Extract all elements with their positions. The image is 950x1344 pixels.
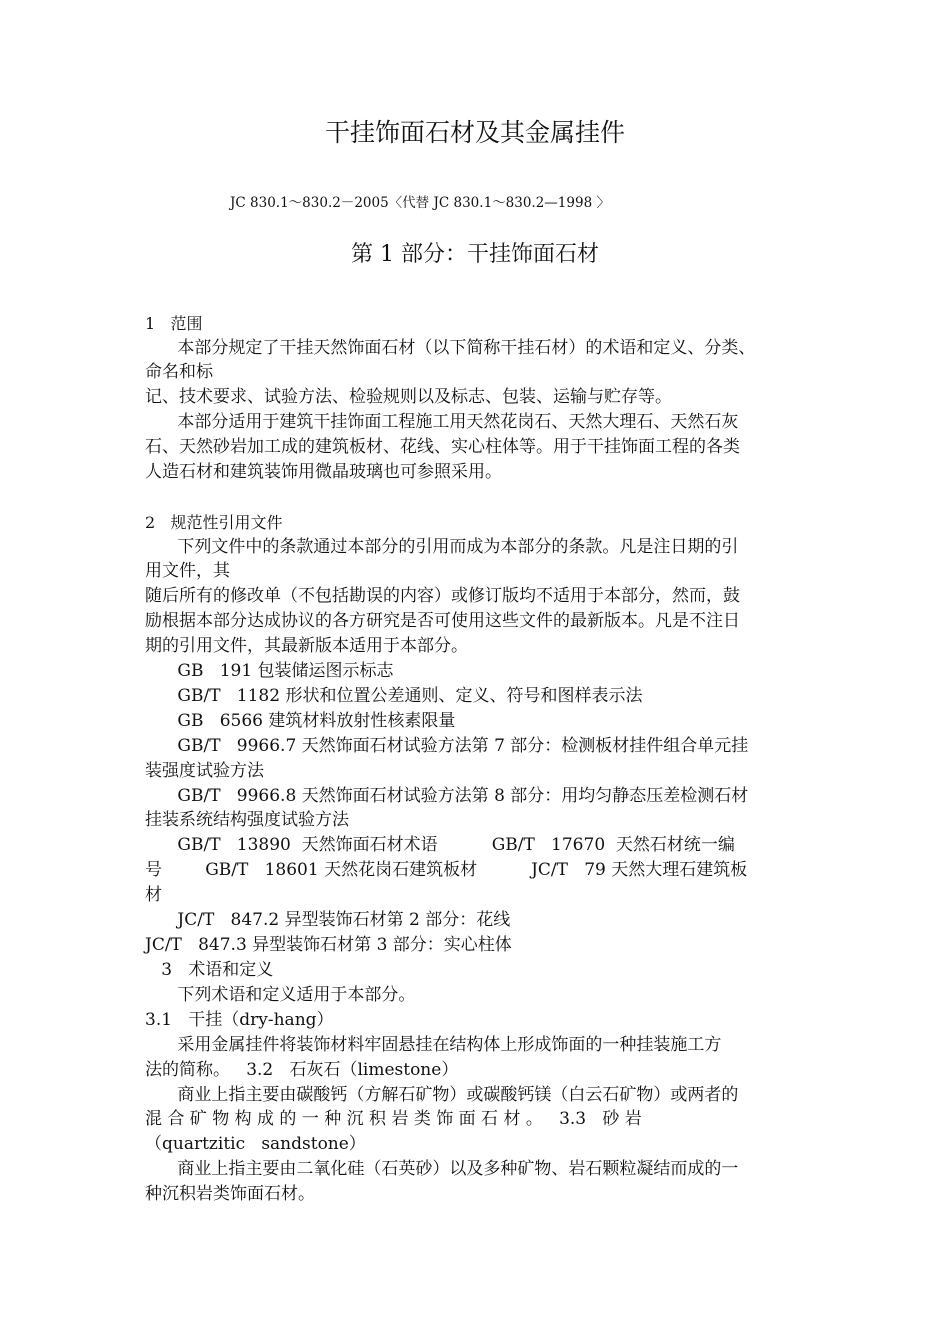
text-line: 命名和标 [145,362,213,382]
text-line: 挂装系统结构强度试验方法 [145,810,349,830]
text-line: 本部分规定了干挂天然饰面石材（以下简称干挂石材）的术语和定义、分类、 [145,338,756,358]
text-line: 种沉积岩类饰面石材。 [145,1184,315,1204]
text-line: GB/T 9966.7 天然饰面石材试验方法第 7 部分：检测板材挂件组合单元挂 [145,736,749,756]
text-line: 3.1 干挂（dry-hang） [145,1010,334,1030]
document-title: 干挂饰面石材及其金属挂件 [324,118,625,147]
text-line: 混 合 矿 物 构 成 的 一 种 沉 积 岩 类 饰 面 石 材 。 3.3 砂 岩 [145,1109,642,1129]
text-line: 3 术语和定义 [145,960,274,980]
text-line: GB/T 9966.8 天然饰面石材试验方法第 8 部分：用均匀静态压差检测石材 [145,786,749,806]
text-line: GB 191 包装储运图示标志 [145,661,394,681]
text-line: 材 [145,885,162,905]
text-line: 随后所有的修改单（不包括勘误的内容）或修订版均不适用于本部分，然而，鼓 [145,586,740,606]
text-line: 采用金属挂件将装饰材料牢固悬挂在结构体上形成饰面的一种挂装施工方 [145,1035,722,1055]
text-line: JC/T 847.3 异型装饰石材第 3 部分：实心柱体 [145,935,512,955]
text-line: （quartzitic sandstone） [145,1134,366,1154]
text-line: 记、技术要求、试验方法、检验规则以及标志、包装、运输与贮存等。 [145,387,672,407]
standard-number: JC 830.1～830.2－2005〈代替 JC 830.1～830.2—1998 〉 [230,195,610,211]
text-line: GB 6566 建筑材料放射性核素限量 [145,711,456,731]
text-line: 装强度试验方法 [145,761,264,781]
text-line: 人造石材和建筑装饰用微晶玻璃也可参照采用。 [145,462,502,482]
text-line: 石、天然砂岩加工成的建筑板材、花线、实心柱体等。用于干挂饰面工程的各类 [145,437,740,457]
text-line: 励根据本部分达成协议的各方研究是否可使用这些文件的最新版本。凡是不注日 [145,611,740,631]
text-line: JC/T 847.2 异型装饰石材第 2 部分：花线 [145,910,511,930]
text-line: 1 范围 [145,314,203,333]
text-line: 本部分适用于建筑干挂饰面工程施工用天然花岗石、天然大理石、天然石灰 [145,412,739,432]
text-line: 2 规范性引用文件 [145,513,283,532]
text-line: 期的引用文件，其最新版本适用于本部分。 [145,636,468,656]
text-line: 法的简称。 3.2 石灰石（limestone） [145,1060,459,1080]
text-line: 号 GB/T 18601 天然花岗石建筑板材 JC/T 79 天然大理石建筑板 [145,860,748,880]
text-line: 用文件，其 [145,561,230,581]
text-line: 下列术语和定义适用于本部分。 [145,985,416,1005]
text-line: 商业上指主要由二氧化硅（石英砂）以及多种矿物、岩石颗粒凝结而成的一 [145,1159,739,1179]
text-line: GB/T 1182 形状和位置公差通则、定义、符号和图样表示法 [145,686,643,706]
part-title: 第 1 部分：干挂饰面石材 [351,242,599,267]
text-line: 下列文件中的条款通过本部分的引用而成为本部分的条款。凡是注日期的引 [145,537,739,557]
text-line: 商业上指主要由碳酸钙（方解石矿物）或碳酸钙镁（白云石矿物）或两者的 [145,1085,739,1105]
text-line: GB/T 13890 天然饰面石材术语 GB/T 17670 天然石材统一编 [145,835,735,855]
